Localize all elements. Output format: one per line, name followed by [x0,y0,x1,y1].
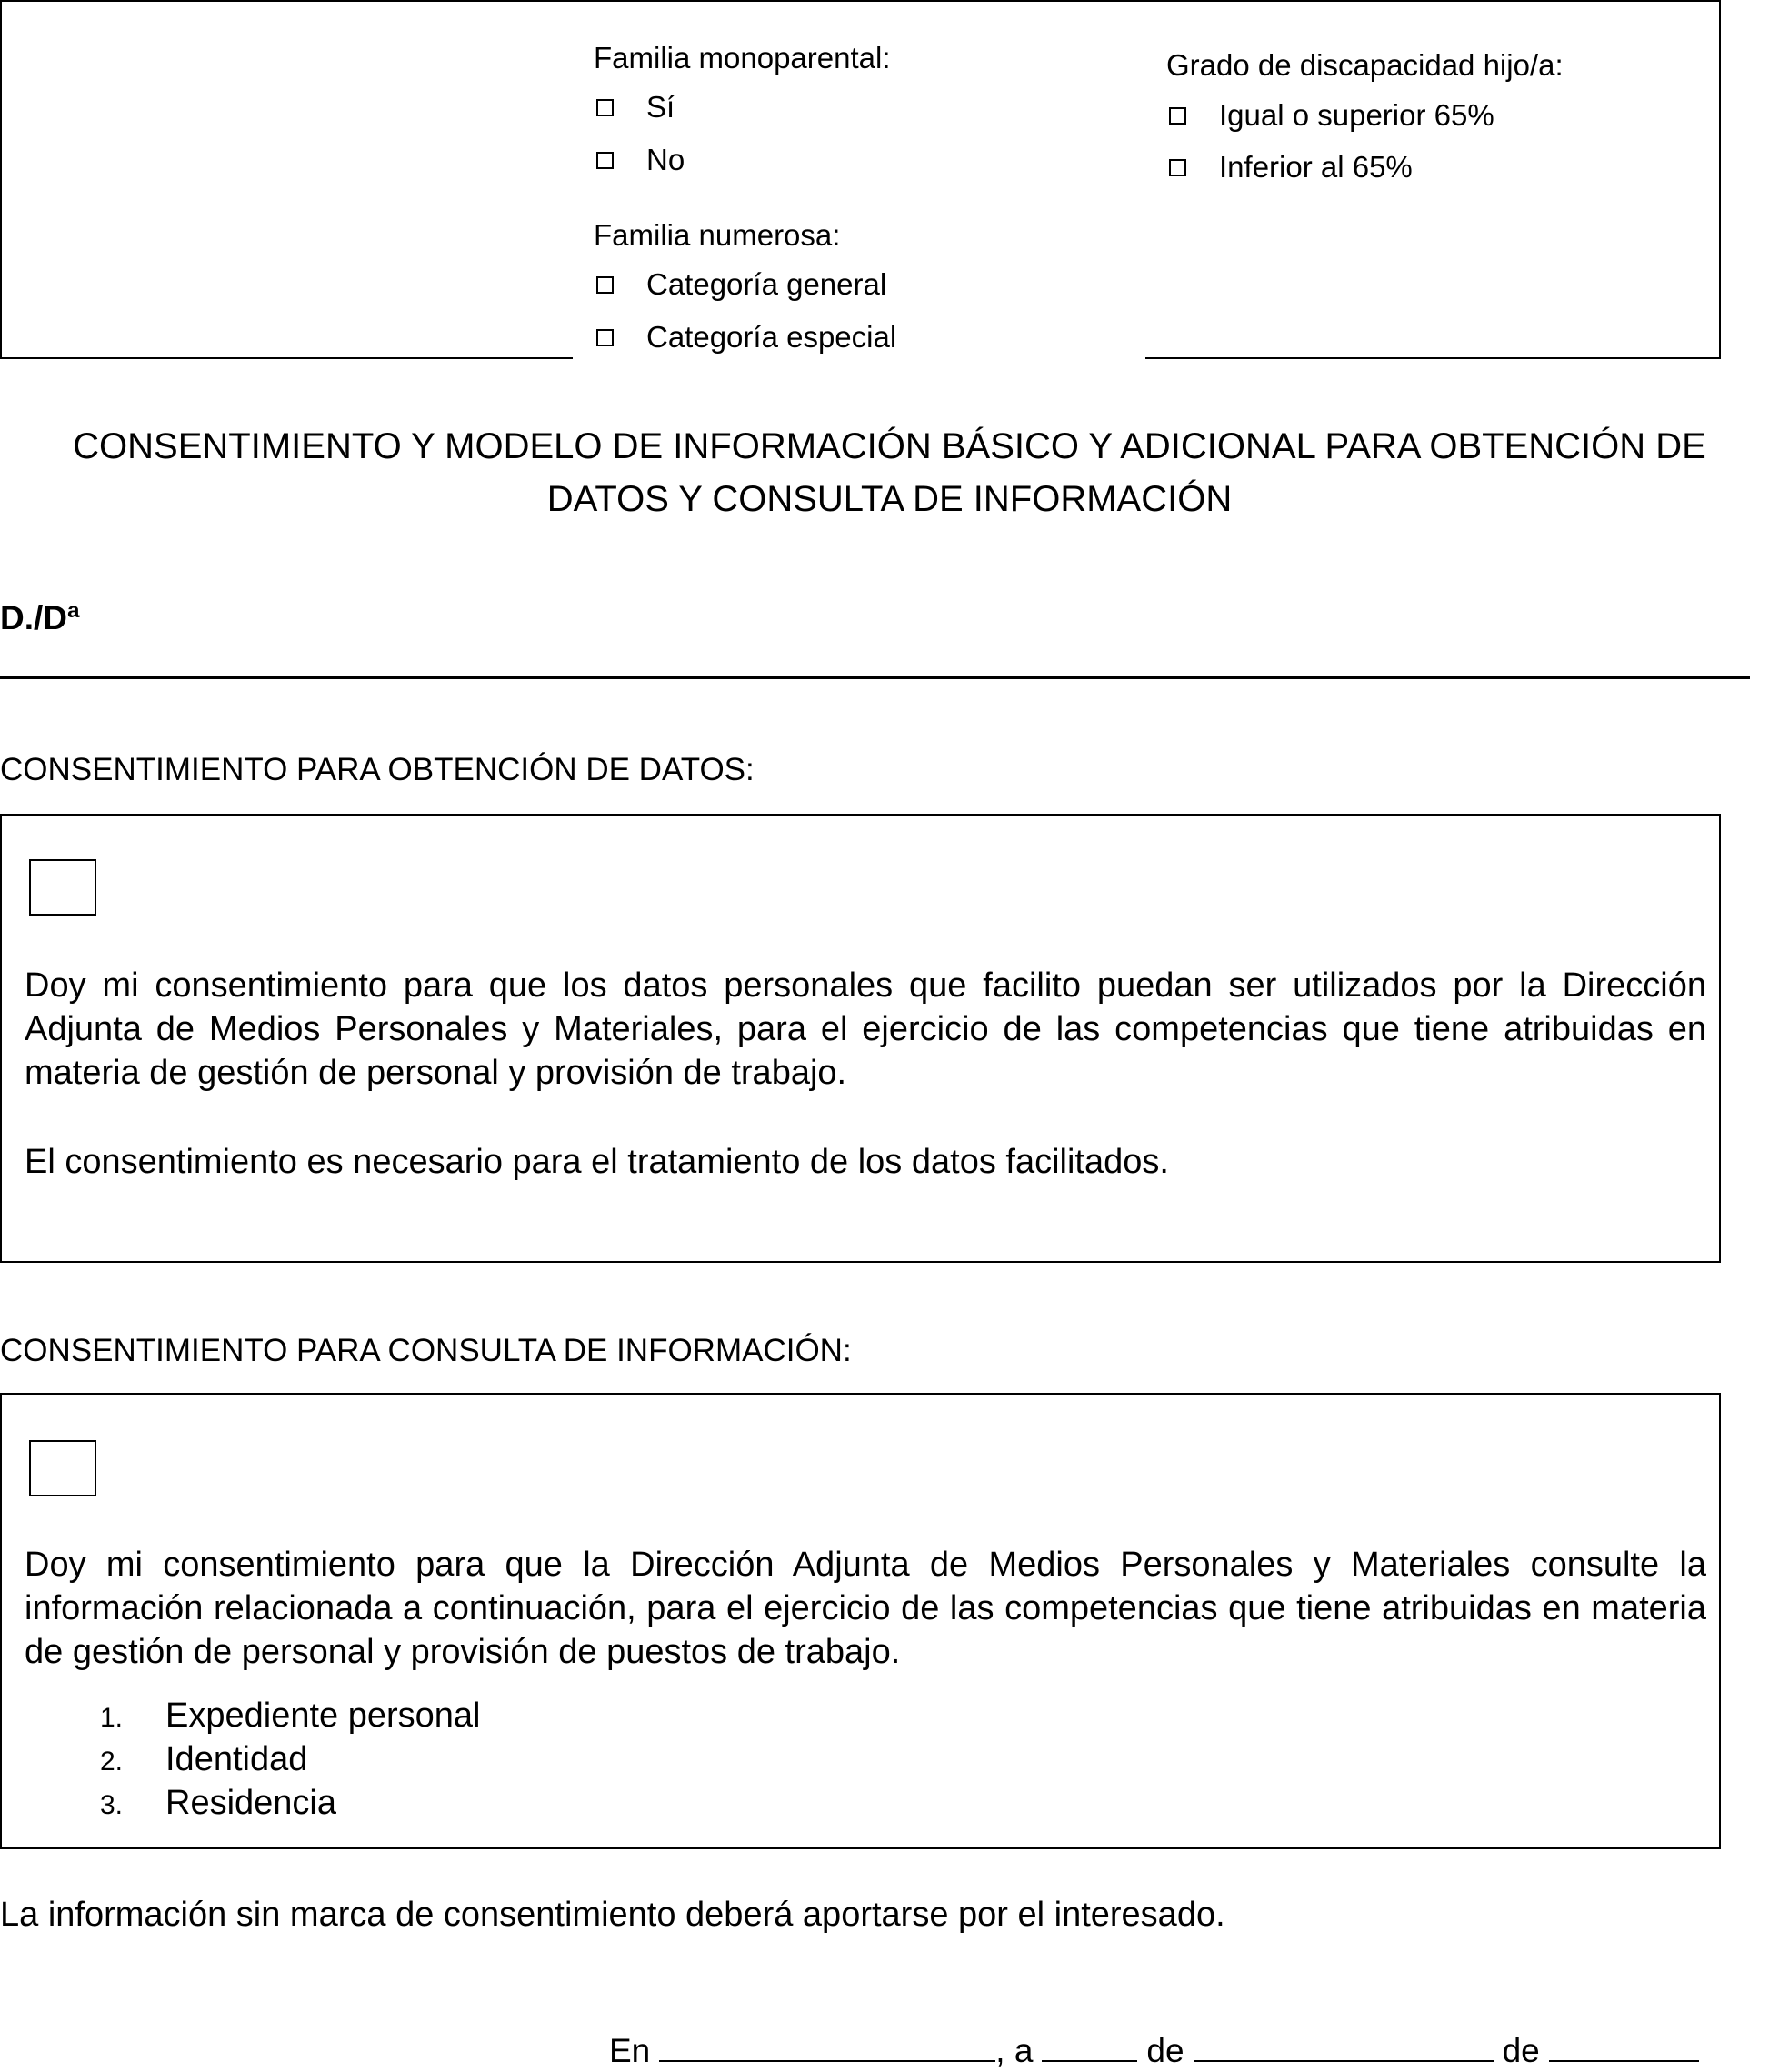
applicant-name-line[interactable] [0,676,1750,679]
numerosa-especial-label: Categoría especial [646,320,897,354]
document-title-line2: DATOS Y CONSULTA DE INFORMACIÓN [546,479,1233,519]
monoparental-si-label: Sí [646,90,675,124]
place-date-line [609,2027,1699,2072]
monoparental-no-checkbox[interactable] [596,152,614,169]
consent-data-box [0,814,1721,1263]
list-item [32,1784,480,1827]
monoparental-si-checkbox[interactable] [596,99,614,116]
month-de-label: de [1146,2032,1184,2069]
consent-data-paragraph2: El consentimiento es necesario para el tratamiento de los datos facilitados. [25,1143,1169,1181]
list-item-number: 2. [99,1747,123,1777]
applicant-label: D./Dª [0,599,80,636]
consent-query-paragraph: Doy mi consentimiento para que la Dirección Adjunta de Medios Personales y Materiales consulte la información relacionada a continuación, para el ejercicio de las competencias que tiene atribuidas en materia de gestión de personal y provisión de puestos de trabajo. [25,1546,1706,1671]
monoparental-option-no[interactable] [594,142,685,178]
list-item-text: Expediente personal [165,1697,481,1735]
discapacidad-option-inferior[interactable] [1166,149,1413,185]
numerosa-especial-checkbox[interactable] [596,329,614,346]
numerosa-general-checkbox[interactable] [596,276,614,294]
monoparental-label: Familia monoparental: [594,41,891,75]
list-item-number: 3. [99,1790,123,1820]
consent-query-box [0,1393,1721,1849]
numerosa-general-label: Categoría general [646,267,887,301]
discapacidad-inferior-label: Inferior al 65% [1219,150,1413,184]
consent-query-heading: CONSENTIMIENTO PARA CONSULTA DE INFORMACIÓN: [0,1333,852,1368]
discapacidad-option-superior[interactable] [1166,97,1494,134]
discapacidad-superior-checkbox[interactable] [1169,107,1186,125]
list-item-text: Residencia [165,1784,336,1822]
discapacidad-superior-label: Igual o superior 65% [1219,98,1494,132]
numerosa-option-general[interactable] [594,266,886,303]
consent-data-heading: CONSENTIMIENTO PARA OBTENCIÓN DE DATOS: [0,752,755,787]
consent-data-paragraph1: Doy mi consentimiento para que los datos personales que facilito puedan ser utilizados por la Dirección Adjunta de Medios Personales y Materiales, para el ejercicio de las competencias que tiene atribuidas en materia de gestión de personal y provisión de trabajo. [25,966,1706,1092]
month-field[interactable] [1194,2027,1494,2062]
numerosa-option-especial[interactable] [594,319,896,355]
monoparental-no-label: No [646,143,685,176]
list-item-number: 1. [99,1703,123,1733]
year-field[interactable] [1549,2027,1699,2062]
list-item [32,1740,480,1784]
consent-query-checkbox[interactable] [29,1440,96,1496]
day-a-label: , a [995,2032,1034,2069]
place-field[interactable] [659,2027,995,2062]
discapacidad-inferior-checkbox[interactable] [1169,159,1186,176]
monoparental-option-si[interactable] [594,89,675,125]
day-field[interactable] [1042,2027,1137,2062]
list-item-text: Identidad [165,1740,308,1778]
numerosa-label: Familia numerosa: [594,218,841,252]
document-title-line1: CONSENTIMIENTO Y MODELO DE INFORMACIÓN BÁSICO Y ADICIONAL PARA OBTENCIÓN DE [73,426,1706,466]
year-de-label: de [1502,2032,1540,2069]
discapacidad-label: Grado de discapacidad hijo/a: [1166,48,1564,82]
consent-query-list [32,1697,480,1827]
list-item [32,1697,480,1740]
document-title [0,420,1779,526]
place-en-label: En [609,2032,651,2069]
consent-data-checkbox[interactable] [29,859,96,916]
footer-note: La información sin marca de consentimiento deberá aportarse por el interesado. [0,1896,1225,1934]
